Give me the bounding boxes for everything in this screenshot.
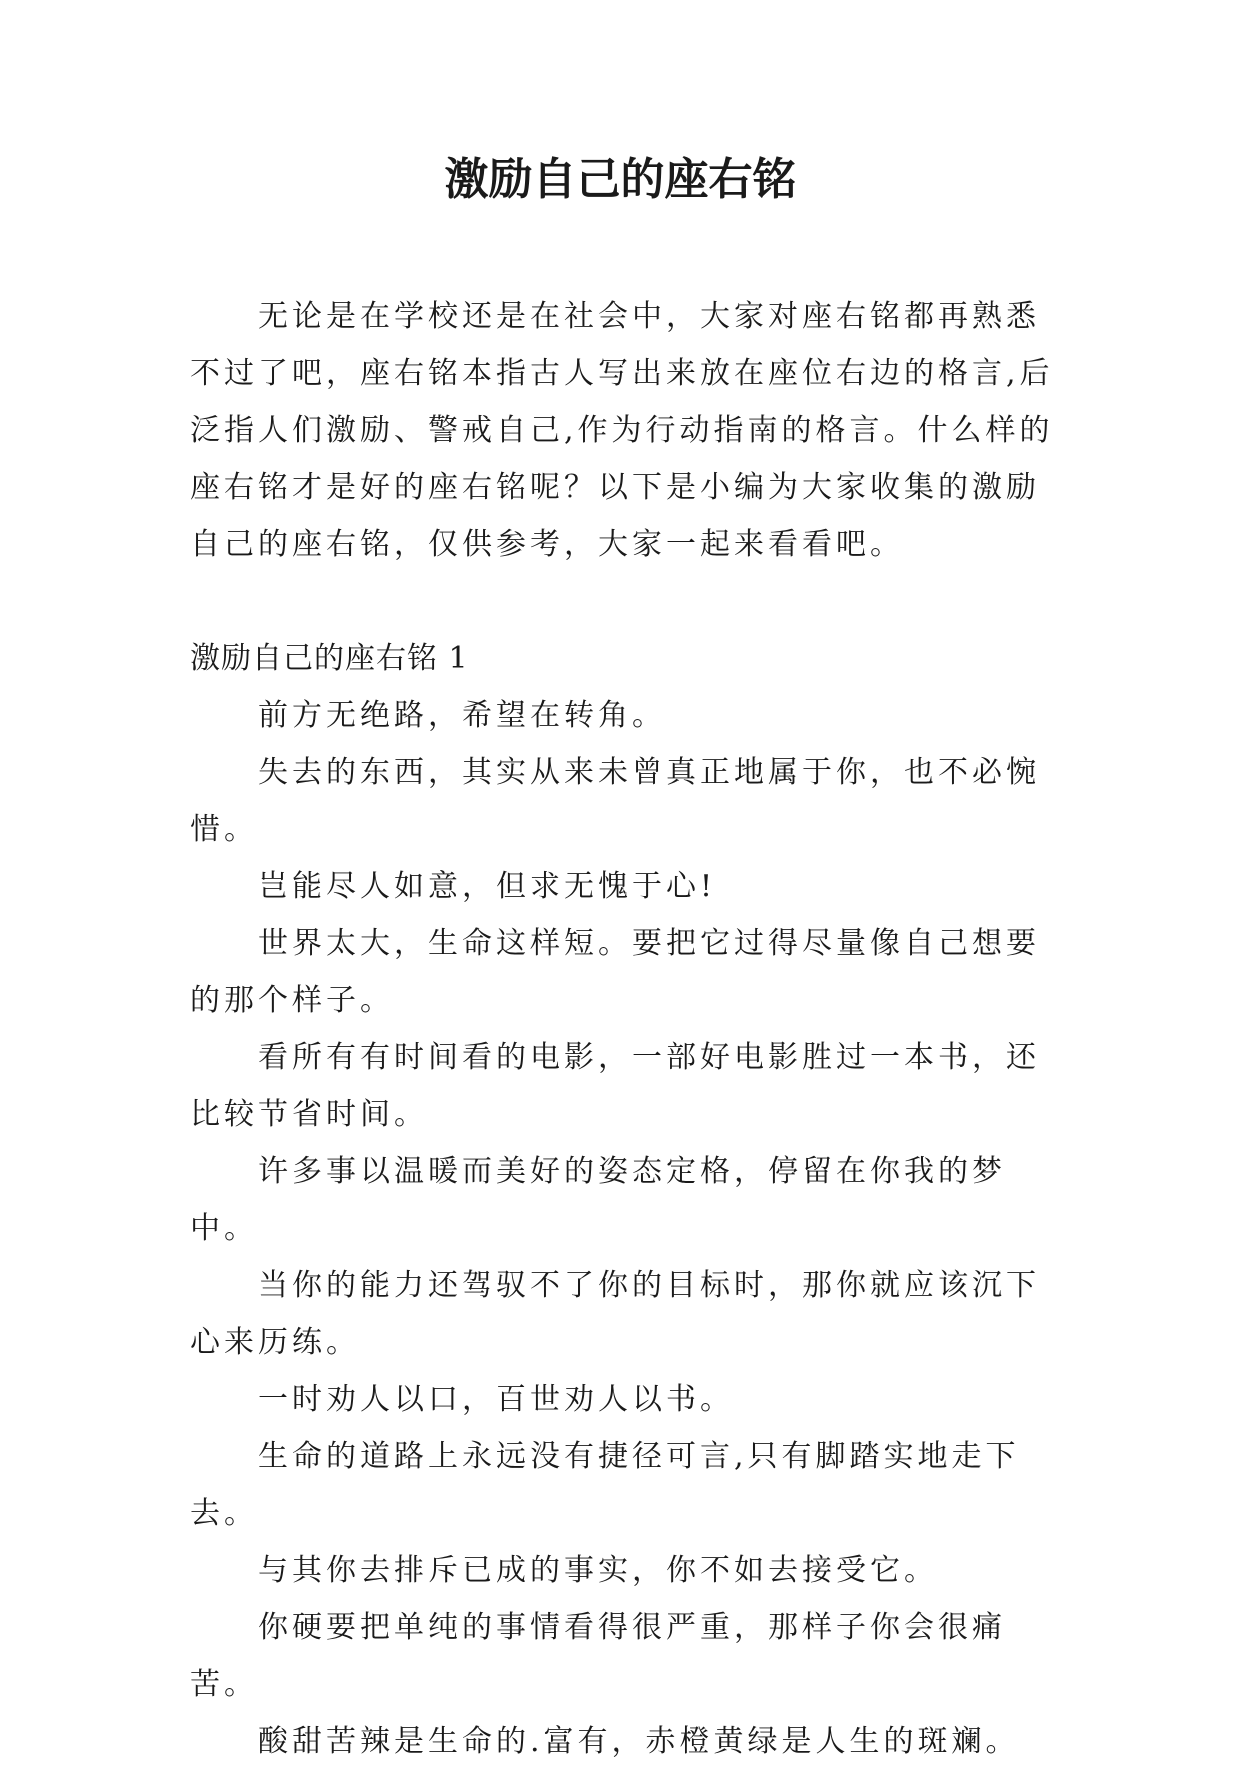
motto-paragraph: 许多事以温暖而美好的姿态定格，停留在你我的梦中。 — [190, 1154, 1006, 1246]
motto-paragraph: 世界太大，生命这样短。要把它过得尽量像自己想要的那个样子。 — [190, 926, 1040, 1018]
motto-paragraph: 你硬要把单纯的事情看得很严重，那样子你会很痛苦。 — [190, 1610, 1006, 1702]
motto-paragraph: 一时劝人以口，百世劝人以书。 — [258, 1382, 734, 1417]
document-title: 激励自己的座右铭 — [444, 154, 797, 205]
section-heading: 激励自己的座右铭 1 — [190, 641, 469, 676]
motto-paragraph: 看所有有时间看的电影，一部好电影胜过一本书，还比较节省时间。 — [190, 1040, 1040, 1132]
motto-paragraph: 岂能尽人如意，但求无愧于心! — [258, 869, 717, 904]
document-body — [190, 288, 1070, 1770]
motto-paragraph: 生命的道路上永远没有捷径可言,只有脚踏实地走下去。 — [190, 1439, 1020, 1531]
motto-paragraph: 失去的东西，其实从来未曾真正地属于你，也不必惋惜。 — [190, 755, 1040, 847]
motto-paragraph: 前方无绝路，希望在转角。 — [258, 698, 666, 733]
motto-paragraph: 酸甜苦辣是生命的.富有，赤橙黄绿是人生的斑斓。 — [258, 1724, 1020, 1759]
motto-paragraph: 与其你去排斥已成的事实，你不如去接受它。 — [258, 1553, 938, 1588]
intro-paragraph: 无论是在学校还是在社会中，大家对座右铭都再熟悉不过了吧，座右铭本指古人写出来放在座位右边的格言,后泛指人们激励、警戒自己,作为行动指南的格言。什么样的座右铭才是好的座右铭呢？以下是小编为大家收集的激励自己的座右铭，仅供参考，大家一起来看看吧。 — [190, 299, 1054, 562]
motto-paragraph: 当你的能力还驾驭不了你的目标时，那你就应该沉下心来历练。 — [190, 1268, 1040, 1360]
